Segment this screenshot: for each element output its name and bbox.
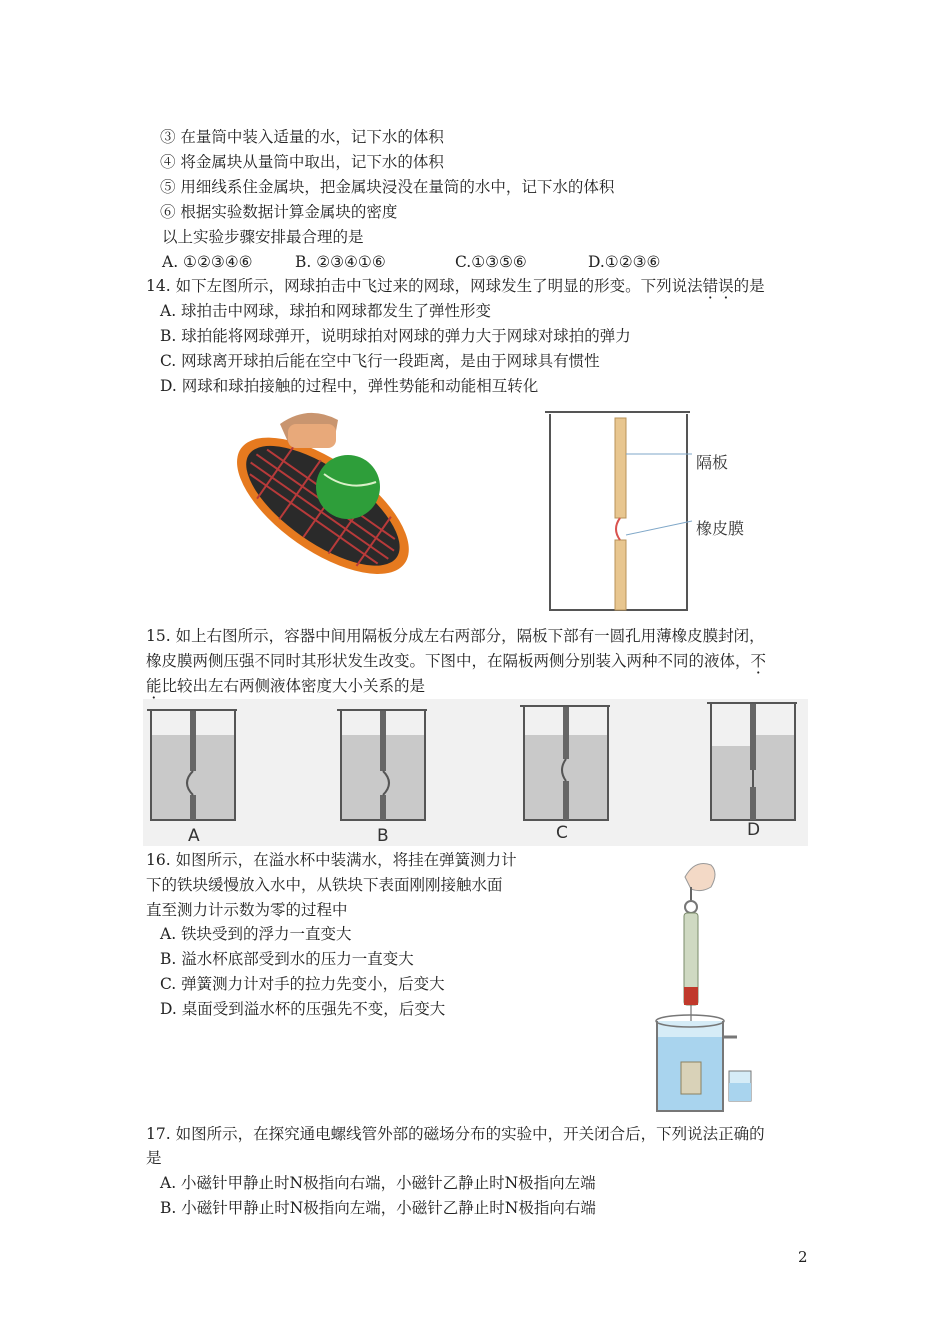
q14-stem [146, 276, 765, 296]
q15-stem-line3 [146, 676, 425, 696]
q16-option-b: B. 溢水杯底部受到水的压力一直变大 [160, 950, 414, 968]
q17-option-b: B. 小磁针甲静止时N极指向左端，小磁针乙静止时N极指向右端 [160, 1199, 596, 1217]
q13-option-b: B. ②③④①⑥ [295, 253, 386, 271]
q13-step5: ⑤ 用细线系住金属块，把金属块浸没在量筒的水中，记下水的体积 [160, 178, 615, 196]
q14-option-b: B. 球拍能将网球弹开，说明球拍对网球的弹力大于网球对球拍的弹力 [160, 327, 631, 345]
q15-label-b: B [377, 826, 389, 846]
q16-option-a: A. 铁块受到的浮力一直变大 [160, 925, 352, 943]
q16-option-d: D. 桌面受到溢水杯的压强先不变，后变大 [160, 1000, 446, 1018]
q15-stem-line1: 15. 如上右图所示，容器中间用隔板分成左右两部分，隔板下部有一圆孔用薄橡皮膜封闭， [146, 627, 765, 645]
q13-step6: ⑥ 根据实验数据计算金属块的密度 [160, 203, 398, 221]
q13-step4: ④ 将金属块从量筒中取出，记下水的体积 [160, 153, 444, 171]
q14-stem-end: 的是 [733, 277, 765, 295]
q17-option-a: A. 小磁针甲静止时N极指向右端，小磁针乙静止时N极指向左端 [160, 1174, 596, 1192]
q15-stem-line3-text: 比较出左右两侧液体密度大小关系的是 [161, 677, 426, 695]
membrane-label: 橡皮膜 [696, 519, 745, 538]
q13-step3: ③ 在量筒中装入适量的水，记下水的体积 [160, 128, 444, 146]
q14-option-d: D. 网球和球拍接触的过程中，弹性势能和动能相互转化 [160, 377, 539, 395]
q15-emphasis-can: 能 [146, 677, 162, 695]
q14-stem-text: 14. 如下左图所示，网球拍击中飞过来的网球，网球发生了明显的形变。下列说法 [146, 277, 703, 295]
page-number: 2 [798, 1248, 808, 1266]
q17-stem-line2: 是 [146, 1149, 162, 1167]
q14-emphasis-1: 错 [702, 277, 719, 295]
q14-emphasis-2: 误 [718, 277, 734, 295]
q15-label-d: D [747, 820, 761, 840]
q15-beakers [143, 699, 808, 846]
q15-stem-line2 [146, 651, 766, 671]
q13-option-a: A. ①②③④⑥ [162, 253, 253, 271]
q16-stem-line2: 下的铁块缓慢放入水中，从铁块下表面刚刚接触水面 [146, 876, 503, 894]
q16-stem-line3: 直至测力计示数为零的过程中 [146, 901, 348, 919]
q13-option-d: D.①②③⑥ [588, 253, 661, 271]
q13-prompt: 以上实验步骤安排最合理的是 [162, 228, 364, 246]
q14-option-c: C. 网球离开球拍后能在空中飞行一段距离，是由于网球具有惯性 [160, 352, 600, 370]
q17-stem-line1: 17. 如图所示，在探究通电螺线管外部的磁场分布的实验中，开关闭合后，下列说法正确的 [146, 1125, 765, 1143]
overflow-cup-figure [645, 857, 765, 1115]
partition-label: 隔板 [696, 453, 729, 472]
q15-label-c: C [556, 823, 568, 843]
q15-label-a: A [188, 826, 200, 846]
q14-option-a: A. 球拍击中网球，球拍和网球都发生了弹性形变 [160, 302, 492, 320]
q16-option-c: C. 弹簧测力计对手的拉力先变小，后变大 [160, 975, 445, 993]
q13-option-c: C.①③⑤⑥ [455, 253, 527, 271]
q16-stem-line1: 16. 如图所示，在溢水杯中装满水，将挂在弹簧测力计 [146, 851, 517, 869]
partition-container-figure [542, 407, 772, 615]
q15-emphasis-not: 不 [750, 652, 767, 670]
tennis-racket-figure [228, 402, 433, 610]
q15-stem-line2-text: 橡皮膜两侧压强不同时其形状发生改变。下图中，在隔板两侧分别装入两种不同的液体， [146, 652, 751, 670]
